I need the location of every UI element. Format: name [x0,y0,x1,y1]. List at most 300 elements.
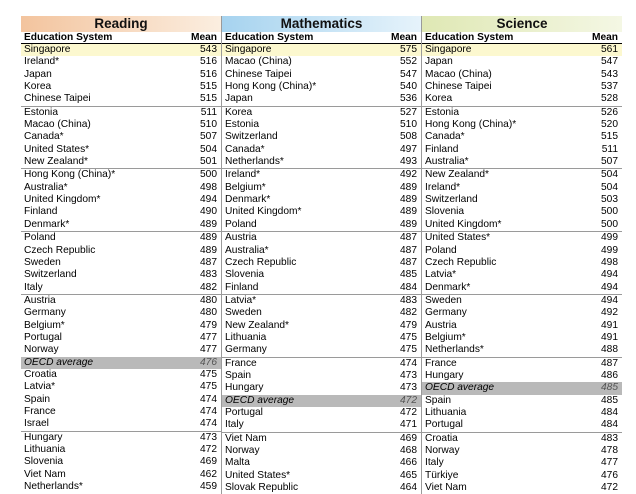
table-row [222,131,421,143]
table-row [222,168,421,181]
table-row [422,332,622,344]
country-name: Lithuania [24,444,66,455]
mean-score: 487 [400,256,417,268]
mean-score: 484 [601,419,618,431]
mean-score: 494 [601,281,618,293]
mean-score: 477 [200,331,217,343]
mean-score: 474 [200,393,217,405]
mean-score: 489 [400,181,417,193]
country-name: Estonia [225,119,259,131]
table-row [222,106,421,119]
mean-score: 575 [400,44,417,55]
mean-score: 488 [601,344,618,356]
table-row [222,56,421,68]
table-row [222,257,421,269]
table-row [21,444,221,456]
table-row [21,269,221,281]
country-name: Sweden [24,256,61,268]
mean-score: 536 [400,93,417,105]
mean-score: 499 [601,244,618,256]
country-name: France [24,405,56,417]
mean-header: Mean [591,32,618,43]
country-name: Singapore [225,44,272,55]
country-name: Croatia [425,432,458,444]
mean-score: 483 [601,432,618,444]
country-name: Portugal [24,331,62,343]
table-row [422,482,622,494]
table-row [422,156,622,168]
table-row [21,307,221,319]
mean-score: 483 [200,269,217,281]
mean-score: 492 [400,169,417,181]
country-name: Norway [24,344,59,356]
country-name: Viet Nam [225,432,267,444]
country-name: Chinese Taipei [24,93,91,105]
table-row [222,44,421,56]
table-row [422,445,622,457]
country-name: Spain [425,394,452,406]
mean-score: 475 [400,331,417,343]
table-row [21,245,221,257]
mean-score: 540 [400,81,417,93]
country-name: Türkiye [425,469,459,481]
table-row [422,269,622,281]
table-row [222,482,421,494]
table-row [222,93,421,105]
science-panel [421,16,622,494]
table-row [21,431,221,444]
table-row [422,206,622,218]
table-row [21,344,221,356]
mean-score: 479 [200,319,217,331]
table-row [222,432,421,445]
mean-score: 507 [200,131,217,143]
mean-score: 480 [200,294,217,306]
country-name: Estonia [24,106,58,118]
country-name: OECD average [425,382,495,394]
table-row [21,257,221,269]
mean-score: 497 [400,143,417,155]
country-name: Italy [425,457,444,469]
mean-score: 543 [601,68,618,80]
country-name: Sweden [225,307,262,319]
table-row [422,144,622,156]
country-name: United Kingdom* [225,206,302,218]
country-name: Australia* [225,244,269,256]
mean-score: 474 [400,357,417,369]
mean-score: 500 [200,169,217,181]
table-row [222,307,421,319]
mean-score: 484 [400,281,417,293]
country-name: Hong Kong (China)* [24,169,116,181]
country-name: France [225,357,257,369]
mean-score: 498 [200,181,217,193]
table-row [422,370,622,382]
table-row [422,432,622,445]
science-title: Science [422,16,622,32]
mean-score: 480 [200,307,217,319]
table-row [422,168,622,181]
mean-score: 520 [601,119,618,131]
mean-score: 476 [200,356,217,368]
table-row [422,470,622,482]
table-row [222,370,421,382]
mean-score: 472 [601,482,618,494]
mean-header: Mean [190,32,217,43]
table-row [222,245,421,257]
mean-score: 475 [200,381,217,393]
mean-score: 477 [200,344,217,356]
table-row [21,406,221,418]
mean-score: 476 [601,469,618,481]
country-name: Poland [425,244,457,256]
table-row [222,231,421,244]
mean-score: 474 [200,405,217,417]
country-name: Australia* [24,181,68,193]
country-name: Spain [24,393,51,405]
mean-score: 515 [601,131,618,143]
mean-score: 489 [400,194,417,206]
table-row [222,69,421,81]
country-name: Korea [425,93,453,105]
mean-score: 472 [400,406,417,418]
mean-score: 483 [400,294,417,306]
mean-score: 486 [601,369,618,381]
reading-title: Reading [21,16,221,32]
mean-score: 471 [400,419,417,431]
table-row [222,81,421,93]
country-name: Japan [225,93,253,105]
table-row [21,456,221,468]
table-row [422,257,622,269]
country-name: Belgium* [225,181,266,193]
mean-score: 468 [400,445,417,456]
country-name: France [425,357,457,369]
country-name: Ireland* [225,169,261,181]
country-name: Austria [225,232,257,244]
country-name: Slovak Republic [225,482,299,494]
mean-score: 528 [601,93,618,105]
mean-score: 489 [400,206,417,218]
mean-score: 487 [400,232,417,244]
table-row [21,131,221,143]
country-name: Switzerland [225,131,278,143]
mean-score: 491 [601,319,618,331]
table-row [222,206,421,218]
mean-score: 485 [601,382,618,394]
mean-score: 500 [601,218,618,230]
table-row [222,219,421,231]
country-name: Netherlands* [225,156,284,168]
country-name: OECD average [225,394,295,406]
table-row [21,219,221,231]
country-name: Austria [24,294,56,306]
table-row [21,69,221,81]
mean-score: 473 [400,369,417,381]
country-name: Latvia* [225,294,257,306]
country-name: Hungary [425,369,464,381]
country-name: Norway [225,445,260,456]
country-name: Macao (China) [24,119,91,131]
oecd-average-row [222,395,421,407]
table-row [422,182,622,194]
mean-score: 526 [601,106,618,118]
table-row [222,419,421,431]
country-name: Slovenia [24,456,64,468]
table-row [222,294,421,307]
table-row [21,294,221,307]
mean-score: 475 [400,344,417,356]
country-name: Finland [225,281,259,293]
table-row [422,69,622,81]
mean-score: 516 [200,68,217,80]
country-name: Australia* [425,156,469,168]
table-row [222,332,421,344]
table-row [422,419,622,431]
mean-score: 482 [400,307,417,319]
mean-score: 492 [601,307,618,319]
table-row [21,332,221,344]
table-row [422,106,622,119]
mean-score: 507 [601,156,618,168]
country-name: Portugal [225,406,263,418]
mathematics-panel [221,16,421,494]
mean-score: 469 [400,432,417,444]
country-name: Sweden [425,294,462,306]
country-name: Hungary [225,382,264,394]
country-name: New Zealand* [225,319,289,331]
country-name: Chinese Taipei [225,68,292,80]
oecd-average-row [422,382,622,394]
table-row [422,457,622,469]
mean-score: 516 [200,56,217,68]
table-row [222,382,421,394]
table-row [422,194,622,206]
table-row [222,445,421,457]
table-row [21,81,221,93]
table-row [222,357,421,370]
table-row [21,56,221,68]
oecd-average-row [21,357,221,369]
mean-score: 487 [200,256,217,268]
mean-score: 490 [200,206,217,218]
country-name: Denmark* [24,218,70,230]
table-row [422,231,622,244]
mean-score: 511 [200,106,217,118]
country-name: Denmark* [425,281,471,293]
table-row [222,182,421,194]
mean-score: 510 [200,119,217,131]
mean-score: 499 [601,232,618,244]
table-row [422,282,622,294]
table-row [422,56,622,68]
country-name: Viet Nam [24,468,66,480]
table-row [21,320,221,332]
mean-score: 494 [200,194,217,206]
mean-score: 487 [601,357,618,369]
country-name: Poland [24,232,56,244]
table-row [21,282,221,294]
mean-score: 466 [400,457,417,469]
mean-score: 501 [200,156,217,168]
table-row [422,245,622,257]
country-name: United Kingdom* [24,194,101,206]
country-name: Chinese Taipei [425,81,492,93]
country-name: New Zealand* [425,169,489,181]
mean-score: 511 [601,143,618,155]
mean-score: 537 [601,81,618,93]
table-row [21,144,221,156]
country-name: Switzerland [425,194,478,206]
country-name: Germany [425,307,467,319]
mean-score: 477 [601,457,618,469]
mean-score: 485 [601,394,618,406]
table-row [422,320,622,332]
table-row [222,282,421,294]
mean-score: 459 [200,481,217,493]
column-header [422,32,622,44]
table-row [21,168,221,181]
mean-score: 547 [400,68,417,80]
country-name: Netherlands* [24,481,83,493]
mean-score: 473 [400,382,417,394]
country-name: Poland [225,218,257,230]
mean-score: 489 [200,218,217,230]
country-name: Spain [225,369,252,381]
mathematics-title: Mathematics [222,16,421,32]
table-row [21,481,221,493]
country-name: Norway [425,445,460,456]
table-row [422,131,622,143]
country-name: Viet Nam [425,482,467,494]
mean-score: 474 [200,418,217,430]
mean-score: 464 [400,482,417,494]
country-name: Portugal [425,419,463,431]
table-row [422,307,622,319]
table-row [222,119,421,131]
country-name: Canada* [24,131,64,143]
country-name: Czech Republic [225,256,297,268]
table-row [222,269,421,281]
mean-score: 510 [400,119,417,131]
table-row [21,93,221,105]
country-name: Hong Kong (China)* [225,81,317,93]
mean-score: 462 [200,468,217,480]
country-name: Hong Kong (China)* [425,119,517,131]
mean-score: 472 [200,444,217,455]
mean-score: 485 [400,269,417,281]
country-name: Canada* [425,131,465,143]
table-row [21,469,221,481]
table-row [21,231,221,244]
country-name: Singapore [425,44,472,55]
mean-score: 493 [400,156,417,168]
mean-score: 504 [601,181,618,193]
table-row [422,407,622,419]
table-row [422,294,622,307]
education-system-header: Education System [225,32,314,43]
mean-score: 504 [200,143,217,155]
table-row [21,44,221,56]
country-name: Israel [24,418,49,430]
table-row [422,357,622,370]
country-name: Japan [24,68,52,80]
country-name: Slovenia [425,206,465,218]
country-name: Finland [425,143,459,155]
mean-score: 489 [400,218,417,230]
mean-score: 484 [601,406,618,418]
country-name: Slovenia [225,269,265,281]
mean-score: 515 [200,93,217,105]
mean-score: 503 [601,194,618,206]
column-header [222,32,421,44]
country-name: Italy [24,281,43,293]
country-name: United Kingdom* [425,218,502,230]
education-system-header: Education System [24,32,113,43]
mean-score: 515 [200,81,217,93]
country-name: Lithuania [225,331,267,343]
country-name: Japan [425,56,453,68]
mean-score: 479 [400,319,417,331]
country-name: Korea [24,81,52,93]
table-row [21,206,221,218]
mean-score: 494 [601,294,618,306]
mean-header: Mean [390,32,417,43]
education-system-header: Education System [425,32,514,43]
country-name: Macao (China) [425,68,492,80]
mean-score: 478 [601,445,618,456]
country-name: Lithuania [425,406,467,418]
mean-score: 561 [601,44,618,55]
table-row [222,470,421,482]
mean-score: 527 [400,106,417,118]
table-row [21,381,221,393]
country-name: Finland [24,206,58,218]
column-header [21,32,221,44]
country-name: OECD average [24,356,94,368]
table-row [21,369,221,381]
mean-score: 494 [601,269,618,281]
country-name: Belgium* [24,319,65,331]
mean-score: 482 [200,281,217,293]
table-row [21,194,221,206]
country-name: Singapore [24,44,71,55]
table-row [222,407,421,419]
country-name: Estonia [425,106,459,118]
table-row [422,344,622,356]
table-row [422,119,622,131]
country-name: Latvia* [24,381,56,393]
table-row [422,219,622,231]
table-row [21,156,221,168]
table-row [422,44,622,56]
country-name: New Zealand* [24,156,88,168]
table-row [21,418,221,430]
country-name: Germany [24,307,66,319]
mean-score: 489 [200,232,217,244]
mean-score: 469 [200,456,217,468]
table-row [422,395,622,407]
table-row [21,182,221,194]
mean-score: 473 [200,431,217,443]
country-name: Italy [225,419,244,431]
table-row [222,344,421,356]
country-name: Ireland* [24,56,60,68]
mean-score: 508 [400,131,417,143]
mean-score: 491 [601,331,618,343]
table-row [422,81,622,93]
country-name: Belgium* [425,331,466,343]
